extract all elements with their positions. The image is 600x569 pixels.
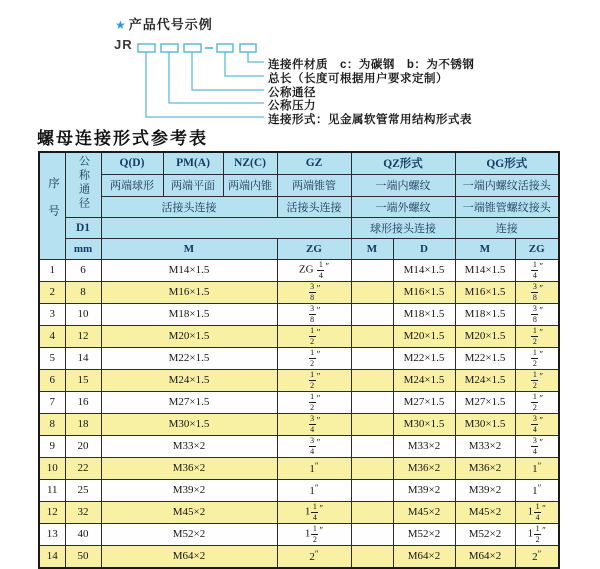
- cell-dn: 40: [65, 523, 101, 545]
- header-d1: D1: [65, 217, 101, 238]
- cell-dn: 6: [65, 259, 101, 281]
- header-xuhao: [39, 152, 65, 259]
- code-label-form: 连接形式：见金属软管常用结构形式表: [268, 114, 472, 126]
- cell-dn: 8: [65, 281, 101, 303]
- header-unit-zg1: ZG: [277, 238, 351, 259]
- cell-qg_m: M20×1.5: [455, 325, 515, 347]
- cell-qz_m: [351, 259, 393, 281]
- cell-qz_m: [351, 281, 393, 303]
- cell-qz_d: M22×1.5: [393, 347, 455, 369]
- cell-m: M16×1.5: [101, 281, 277, 303]
- cell-qg_m: M39×2: [455, 479, 515, 501]
- cell-gz: 1 $\frac{1}{4}$ ″: [277, 501, 351, 523]
- cell-no: 10: [39, 457, 65, 479]
- header-row-4: [39, 217, 559, 238]
- header-col-nz: NZ(C): [223, 152, 277, 174]
- cell-no: 4: [39, 325, 65, 347]
- table-body: [39, 259, 559, 568]
- cell-no: 14: [39, 545, 65, 568]
- cell-gz: 1″: [277, 479, 351, 501]
- cell-qg_m: M22×1.5: [455, 347, 515, 369]
- cell-gz: $\frac{1}{2}$ ″: [277, 391, 351, 413]
- cell-qz_m: [351, 501, 393, 523]
- diagram-heading-text: 产品代号示例: [128, 17, 213, 32]
- cell-qg_zg: $\frac{3}{8}$ ″: [515, 303, 559, 325]
- header-xuhao-text: 序号: [47, 176, 59, 232]
- cell-qz_m: [351, 435, 393, 457]
- header-col-pm: PM(A): [163, 152, 223, 174]
- cell-qz_d: M20×1.5: [393, 325, 455, 347]
- cell-m: M36×2: [101, 457, 277, 479]
- table-header: [39, 152, 559, 259]
- cell-qz_m: [351, 347, 393, 369]
- cell-gz: $\frac{3}{4}$ ″: [277, 413, 351, 435]
- header-sub-qg: 一端内螺纹活接头: [455, 174, 559, 196]
- cell-qz_m: [351, 523, 393, 545]
- cell-dn: 10: [65, 303, 101, 325]
- cell-qg_m: M52×2: [455, 523, 515, 545]
- code-label-material: 连接件材质 c：为碳钢 b：为不锈钢: [268, 59, 475, 71]
- cell-gz: $\frac{3}{8}$ ″: [277, 303, 351, 325]
- table-row-1: [39, 259, 559, 281]
- cell-qg_zg: 1 $\frac{1}{4}$ ″: [515, 501, 559, 523]
- cell-gz: $\frac{1}{2}$ ″: [277, 325, 351, 347]
- cell-no: 11: [39, 479, 65, 501]
- cell-m: M30×1.5: [101, 413, 277, 435]
- table-row-12: [39, 501, 559, 523]
- code-box-2: [161, 44, 178, 52]
- cell-qg_m: M24×1.5: [455, 369, 515, 391]
- cell-no: 7: [39, 391, 65, 413]
- cell-qz_m: [351, 413, 393, 435]
- code-box-5: [240, 44, 256, 52]
- cell-qg_m: M18×1.5: [455, 303, 515, 325]
- header-row3-qpmnz: 活接头连接: [101, 196, 277, 217]
- product-code-diagram: [0, 0, 600, 130]
- header-unit-m2: M: [351, 238, 393, 259]
- cell-dn: 12: [65, 325, 101, 347]
- cell-qz_m: [351, 545, 393, 568]
- cell-m: M18×1.5: [101, 303, 277, 325]
- cell-qz_d: M18×1.5: [393, 303, 455, 325]
- cell-qg_m: M36×2: [455, 457, 515, 479]
- leader-line-diameter: [192, 52, 264, 90]
- cell-qg_m: M14×1.5: [455, 259, 515, 281]
- header-unit-zg2: ZG: [515, 238, 559, 259]
- star-icon: ★: [115, 18, 127, 32]
- code-box-1: [138, 44, 155, 52]
- leader-line-pressure: [169, 52, 264, 103]
- table-row-6: [39, 369, 559, 391]
- cell-m: M20×1.5: [101, 325, 277, 347]
- header-unit-mm: mm: [65, 238, 101, 259]
- cell-no: 6: [39, 369, 65, 391]
- cell-qg_m: M45×2: [455, 501, 515, 523]
- header-unit-d: D: [393, 238, 455, 259]
- cell-no: 8: [39, 413, 65, 435]
- cell-m: M24×1.5: [101, 369, 277, 391]
- header-unit-m3: M: [455, 238, 515, 259]
- cell-gz: ZG $\frac{1}{4}$ ″: [277, 259, 351, 281]
- cell-qz_d: M39×2: [393, 479, 455, 501]
- cell-no: 2: [39, 281, 65, 303]
- cell-qz_m: [351, 391, 393, 413]
- table-row-4: [39, 325, 559, 347]
- header-row3-gz: 活接头连接: [277, 196, 351, 217]
- header-row-3: [39, 196, 559, 217]
- cell-qz_d: M16×1.5: [393, 281, 455, 303]
- cell-qg_zg: $\frac{1}{2}$ ″: [515, 325, 559, 347]
- cell-qg_m: M64×2: [455, 545, 515, 568]
- cell-qg_zg: 1″: [515, 457, 559, 479]
- code-box-4: [217, 44, 233, 52]
- cell-qg_zg: $\frac{1}{2}$ ″: [515, 391, 559, 413]
- cell-qz_d: M52×2: [393, 523, 455, 545]
- cell-gz: $\frac{3}{8}$ ″: [277, 281, 351, 303]
- table-row-11: [39, 479, 559, 501]
- table-row-13: [39, 523, 559, 545]
- cell-m: M14×1.5: [101, 259, 277, 281]
- code-prefix: JR: [114, 37, 133, 52]
- cell-qz_d: M36×2: [393, 457, 455, 479]
- cell-qz_d: M45×2: [393, 501, 455, 523]
- cell-no: 1: [39, 259, 65, 281]
- cell-qz_d: M64×2: [393, 545, 455, 568]
- cell-qg_m: M27×1.5: [455, 391, 515, 413]
- cell-dn: 20: [65, 435, 101, 457]
- cell-dn: 18: [65, 413, 101, 435]
- header-sub-gz: 两端锥管: [277, 174, 351, 196]
- cell-m: M52×2: [101, 523, 277, 545]
- cell-m: M22×1.5: [101, 347, 277, 369]
- header-sub-pm: 两端平面: [163, 174, 223, 196]
- cell-qz_m: [351, 369, 393, 391]
- leader-line-material: [248, 52, 264, 62]
- table-row-7: [39, 391, 559, 413]
- leader-line-form: [146, 52, 264, 117]
- cell-qz_m: [351, 325, 393, 347]
- code-label-diameter: 公称通径: [268, 87, 316, 99]
- cell-no: 12: [39, 501, 65, 523]
- cell-m: M39×2: [101, 479, 277, 501]
- cell-qg_m: M16×1.5: [455, 281, 515, 303]
- cell-qg_zg: 1 $\frac{1}{2}$ ″: [515, 523, 559, 545]
- cell-qg_zg: 2″: [515, 545, 559, 568]
- cell-qg_zg: $\frac{1}{2}$ ″: [515, 369, 559, 391]
- header-row3-qg: 一端锥管螺纹接头: [455, 196, 559, 217]
- table-row-8: [39, 413, 559, 435]
- cell-gz: 1 $\frac{1}{2}$ ″: [277, 523, 351, 545]
- table-row-14: [39, 545, 559, 568]
- code-label-length: 总长（长度可根据用户要求定制）: [268, 73, 448, 85]
- table-row-2: [39, 281, 559, 303]
- cell-qg_zg: $\frac{1}{2}$ ″: [515, 347, 559, 369]
- header-row3-qz: 一端外螺纹: [351, 196, 455, 217]
- header-row4-qz: 球形接头连接: [351, 217, 455, 238]
- header-unit-m1: M: [101, 238, 277, 259]
- cell-gz: $\frac{3}{4}$ ″: [277, 435, 351, 457]
- cell-qg_m: M30×1.5: [455, 413, 515, 435]
- header-row-1: [39, 152, 559, 174]
- code-box-3: [184, 44, 201, 52]
- table-row-10: [39, 457, 559, 479]
- cell-qz_m: [351, 457, 393, 479]
- header-col-qg: QG形式: [455, 152, 559, 174]
- cell-dn: 16: [65, 391, 101, 413]
- cell-qz_m: [351, 303, 393, 325]
- cell-m: M64×2: [101, 545, 277, 568]
- header-sub-qz: 一端内螺纹: [351, 174, 455, 196]
- nut-connection-reference-table: [38, 151, 560, 569]
- header-gongchengtongjing: [65, 152, 101, 217]
- cell-qz_d: M27×1.5: [393, 391, 455, 413]
- cell-qg_zg: 1″: [515, 479, 559, 501]
- cell-gz: $\frac{1}{2}$ ″: [277, 369, 351, 391]
- leader-line-length: [225, 52, 264, 76]
- cell-gz: 2″: [277, 545, 351, 568]
- header-sub-q: 两端球形: [101, 174, 163, 196]
- diagram-heading: [115, 14, 213, 33]
- cell-m: M33×2: [101, 435, 277, 457]
- cell-no: 13: [39, 523, 65, 545]
- cell-qz_d: M30×1.5: [393, 413, 455, 435]
- cell-gz: 1″: [277, 457, 351, 479]
- cell-qg_zg: $\frac{1}{4}$ ″: [515, 259, 559, 281]
- table-row-5: [39, 347, 559, 369]
- cell-no: 5: [39, 347, 65, 369]
- cell-qg_zg: $\frac{3}{8}$ ″: [515, 281, 559, 303]
- cell-no: 9: [39, 435, 65, 457]
- cell-qg_m: M33×2: [455, 435, 515, 457]
- header-row4-qg: 连接: [455, 217, 559, 238]
- cell-no: 3: [39, 303, 65, 325]
- cell-dn: 14: [65, 347, 101, 369]
- cell-gz: $\frac{1}{2}$ ″: [277, 347, 351, 369]
- cell-dn: 15: [65, 369, 101, 391]
- header-row-2: [39, 174, 559, 196]
- header-row-5: [39, 238, 559, 259]
- header-col-qz: QZ形式: [351, 152, 455, 174]
- cell-m: M27×1.5: [101, 391, 277, 413]
- cell-dn: 32: [65, 501, 101, 523]
- cell-dn: 22: [65, 457, 101, 479]
- cell-qz_d: M14×1.5: [393, 259, 455, 281]
- table-row-3: [39, 303, 559, 325]
- cell-dn: 50: [65, 545, 101, 568]
- header-sub-nz: 两端内锥: [223, 174, 277, 196]
- header-row4-empty: [101, 217, 351, 238]
- table-title: 螺母连接形式参考表: [37, 129, 208, 148]
- header-gc-text: 公称通径: [77, 155, 90, 212]
- header-col-q: Q(D): [101, 152, 163, 174]
- cell-qz_d: M33×2: [393, 435, 455, 457]
- cell-qg_zg: $\frac{3}{4}$ ″: [515, 435, 559, 457]
- cell-qg_zg: $\frac{3}{4}$ ″: [515, 413, 559, 435]
- cell-qz_d: M24×1.5: [393, 369, 455, 391]
- cell-dn: 25: [65, 479, 101, 501]
- cell-qz_m: [351, 479, 393, 501]
- cell-m: M45×2: [101, 501, 277, 523]
- code-label-pressure: 公称压力: [268, 100, 316, 112]
- table-row-9: [39, 435, 559, 457]
- header-col-gz: GZ: [277, 152, 351, 174]
